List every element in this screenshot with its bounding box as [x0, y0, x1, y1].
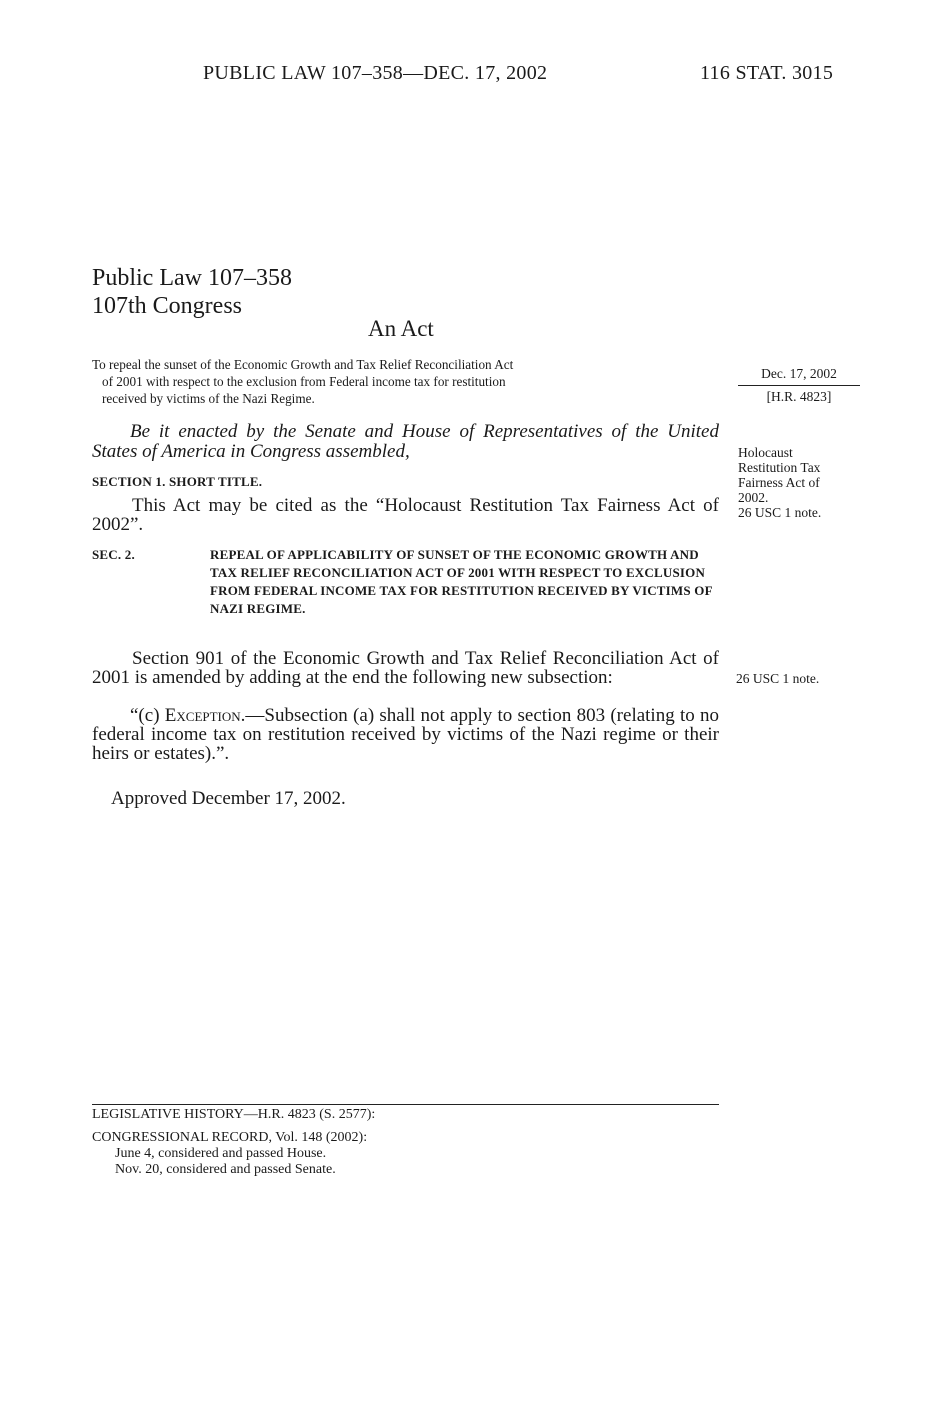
legislative-history — [92, 1107, 375, 1178]
subsection-body: .—Subsection (a) shall not apply to section 803 (relating to no federal income tax on restitution received by victims of the Nazi regime or their heirs or estates).”. — [92, 705, 719, 764]
bill-number: [H.R. 4823] — [766, 389, 832, 404]
purpose-clause — [92, 356, 719, 407]
margin-short-title-note — [738, 445, 853, 520]
section-2-text: Section 901 of the Economic Growth and Tax Relief Reconciliation Act of 2001 is amended by adding at the end the following new subsection: — [92, 648, 719, 688]
margin-note-line: Restitution Tax — [738, 460, 821, 475]
history-action: June 4, considered and passed House. — [115, 1146, 327, 1161]
footnote-divider — [92, 1104, 719, 1105]
legislative-history-heading: LEGISLATIVE HISTORY—H.R. 4823 (S. 2577): — [92, 1107, 376, 1122]
history-action: Nov. 20, considered and passed Senate. — [115, 1162, 336, 1177]
subsection-label: Exception — [164, 705, 241, 726]
running-head-stat-page: 116 STAT. 3015 — [700, 62, 834, 84]
congress-number: 107th Congress — [92, 293, 242, 319]
margin-note-line: 2002. — [738, 490, 769, 505]
purpose-line: of 2001 with respect to the exclusion from Federal income tax for restitution — [102, 374, 506, 389]
public-law-number: Public Law 107–358 — [92, 265, 292, 291]
section-1-heading: SECTION 1. SHORT TITLE. — [92, 474, 263, 489]
congressional-record: CONGRESSIONAL RECORD, Vol. 148 (2002): — [92, 1130, 368, 1145]
section-1-text: This Act may be cited as the “Holocaust Restitution Tax Fairness Act of 2002”. — [92, 495, 719, 535]
margin-date-block — [738, 366, 860, 405]
running-head — [0, 62, 945, 88]
approval-date: Approved December 17, 2002. — [111, 788, 346, 809]
margin-note-line: Fairness Act of — [738, 475, 820, 490]
section-2-heading — [92, 546, 719, 618]
margin-usc-note-2: 26 USC 1 note. — [736, 671, 820, 686]
an-act-heading: An Act — [368, 316, 434, 341]
enacting-clause: Be it enacted by the Senate and House of Representatives of the United States of America in Congress assembled, — [92, 421, 719, 462]
margin-note-line: Holocaust — [738, 445, 793, 460]
subsection-open: “(c) — [130, 705, 160, 726]
law-title-block — [92, 264, 292, 320]
subsection-c-text — [92, 706, 719, 763]
section-2-title: REPEAL OF APPLICABILITY OF SUNSET OF THE ECONOMIC GROWTH AND TAX RELIEF RECONCILIATION ACT OF 2001 WITH RESPECT TO EXCLUSION FROM FEDERAL INCOME TAX FOR RESTITUTION RECEIVED BY VICTIMS OF NAZI REGIME. — [210, 547, 713, 616]
section-2-number: SEC. 2. — [92, 547, 135, 562]
margin-usc-note: 26 USC 1 note. — [738, 505, 822, 520]
running-head-citation: PUBLIC LAW 107–358—DEC. 17, 2002 — [203, 62, 548, 84]
purpose-line: To repeal the sunset of the Economic Growth and Tax Relief Reconciliation Act — [92, 357, 514, 372]
purpose-line: received by victims of the Nazi Regime. — [102, 391, 315, 406]
enactment-date: Dec. 17, 2002 — [738, 366, 860, 386]
